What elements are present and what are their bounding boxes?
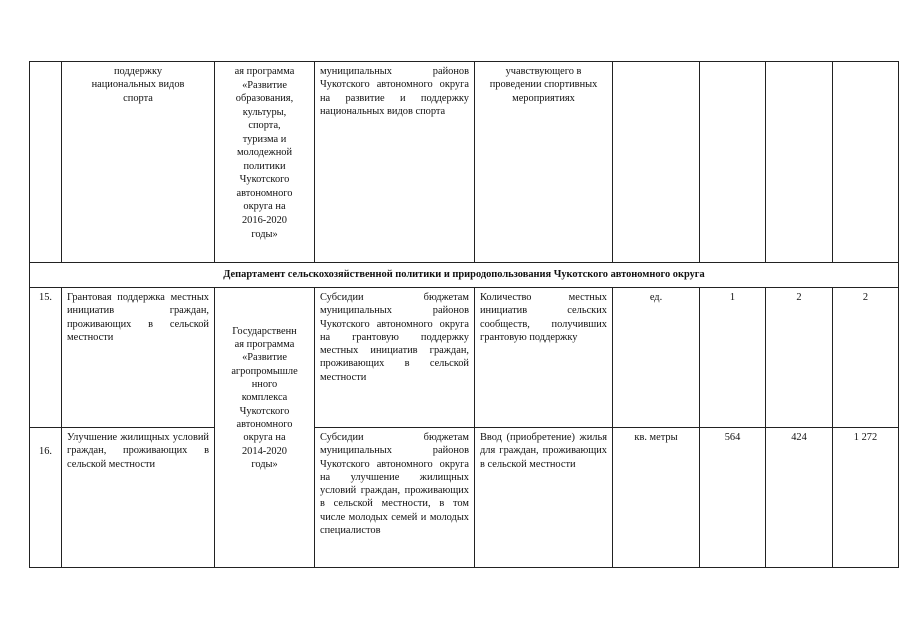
department-title: Департамент сельскохозяйственной политики и природопользования Чукотского автономного округа: [30, 263, 899, 288]
text-line: образования,: [235, 93, 294, 105]
text-line: комплекса: [241, 392, 288, 404]
text-line: мероприятиях: [512, 92, 575, 104]
text-line: спорта: [123, 92, 153, 104]
text-line: ая программа: [234, 339, 295, 351]
program-table: [29, 61, 899, 568]
text-line: поддержку: [113, 66, 163, 77]
row-value-2: 2: [766, 288, 833, 428]
text-line: округа на: [243, 432, 286, 444]
table-row: [30, 288, 899, 428]
text-line: национальных видов: [91, 79, 185, 91]
text-line: учавствующего в: [505, 66, 582, 77]
table-row-continuation: [30, 62, 899, 263]
text-line: ая программа: [234, 66, 295, 77]
text-line: округа на: [243, 201, 286, 213]
row-unit: кв. метры: [613, 428, 700, 568]
text-line: политики: [243, 160, 286, 172]
cell-unit: [613, 62, 700, 263]
text-line: годы»: [251, 458, 278, 470]
text-line: Чукотского: [239, 174, 290, 186]
row-unit: ед.: [613, 288, 700, 428]
row-measure: Субсидии бюджетам муниципальных районов Чукотского автономного округа на улучшение жилищных условий граждан, проживающих в сельской местности, в том числе молодых семей и молодых специалистов: [315, 428, 475, 568]
cell-program: [215, 62, 315, 263]
cell-value-3: [833, 62, 899, 263]
cell-measure: муниципальных районов Чукотского автономного округа на развитие и поддержку национальных видов спорта: [315, 62, 475, 263]
text-line: молодежной: [236, 147, 293, 159]
section-header-row: [30, 263, 899, 288]
text-line: 2016-2020: [241, 215, 288, 227]
row-value-3: 1 272: [833, 428, 899, 568]
cell-name: [62, 62, 215, 263]
text-line: Государственн: [232, 325, 297, 337]
text-line: Чукотского: [239, 405, 290, 417]
text-line: проведении спортивных: [489, 79, 598, 91]
row-indicator: Количество местных инициатив сельских сообществ, получивших грантовую поддержку: [475, 288, 613, 428]
row-value-2: 424: [766, 428, 833, 568]
row-value-1: 564: [700, 428, 766, 568]
row-name: Грантовая поддержка местных инициатив граждан, проживающих в сельской местности: [62, 288, 215, 428]
cell-value-2: [766, 62, 833, 263]
row-name: Улучшение жилищных условий граждан, проживающих в сельской местности: [62, 428, 215, 568]
text-line: автономного: [236, 187, 293, 199]
table-row: [30, 428, 899, 568]
text-line: туризма и: [242, 133, 287, 145]
row-number: 15.: [30, 288, 62, 428]
text-line: спорта,: [248, 120, 281, 132]
cell-num: [30, 62, 62, 263]
text-line: агропромышле: [231, 365, 298, 377]
text-line: автономного: [236, 418, 293, 430]
row-value-1: 1: [700, 288, 766, 428]
text-line: годы»: [251, 228, 278, 240]
text-line: культуры,: [242, 106, 287, 118]
cell-program: [215, 288, 315, 568]
text-line: нного: [251, 379, 278, 391]
text-line: «Развитие: [242, 352, 287, 364]
row-value-3: 2: [833, 288, 899, 428]
text-line: 2014-2020: [241, 445, 288, 457]
row-measure: Субсидии бюджетам муниципальных районов Чукотского автономного округа на грантовую поддержку местных инициатив граждан, проживающих в сельской местности: [315, 288, 475, 428]
text-line: «Развитие: [242, 79, 287, 91]
row-number: 16.: [30, 428, 62, 568]
cell-value-1: [700, 62, 766, 263]
cell-indicator: [475, 62, 613, 263]
row-indicator: Ввод (приобретение) жилья для граждан, проживающих в сельской местности: [475, 428, 613, 568]
